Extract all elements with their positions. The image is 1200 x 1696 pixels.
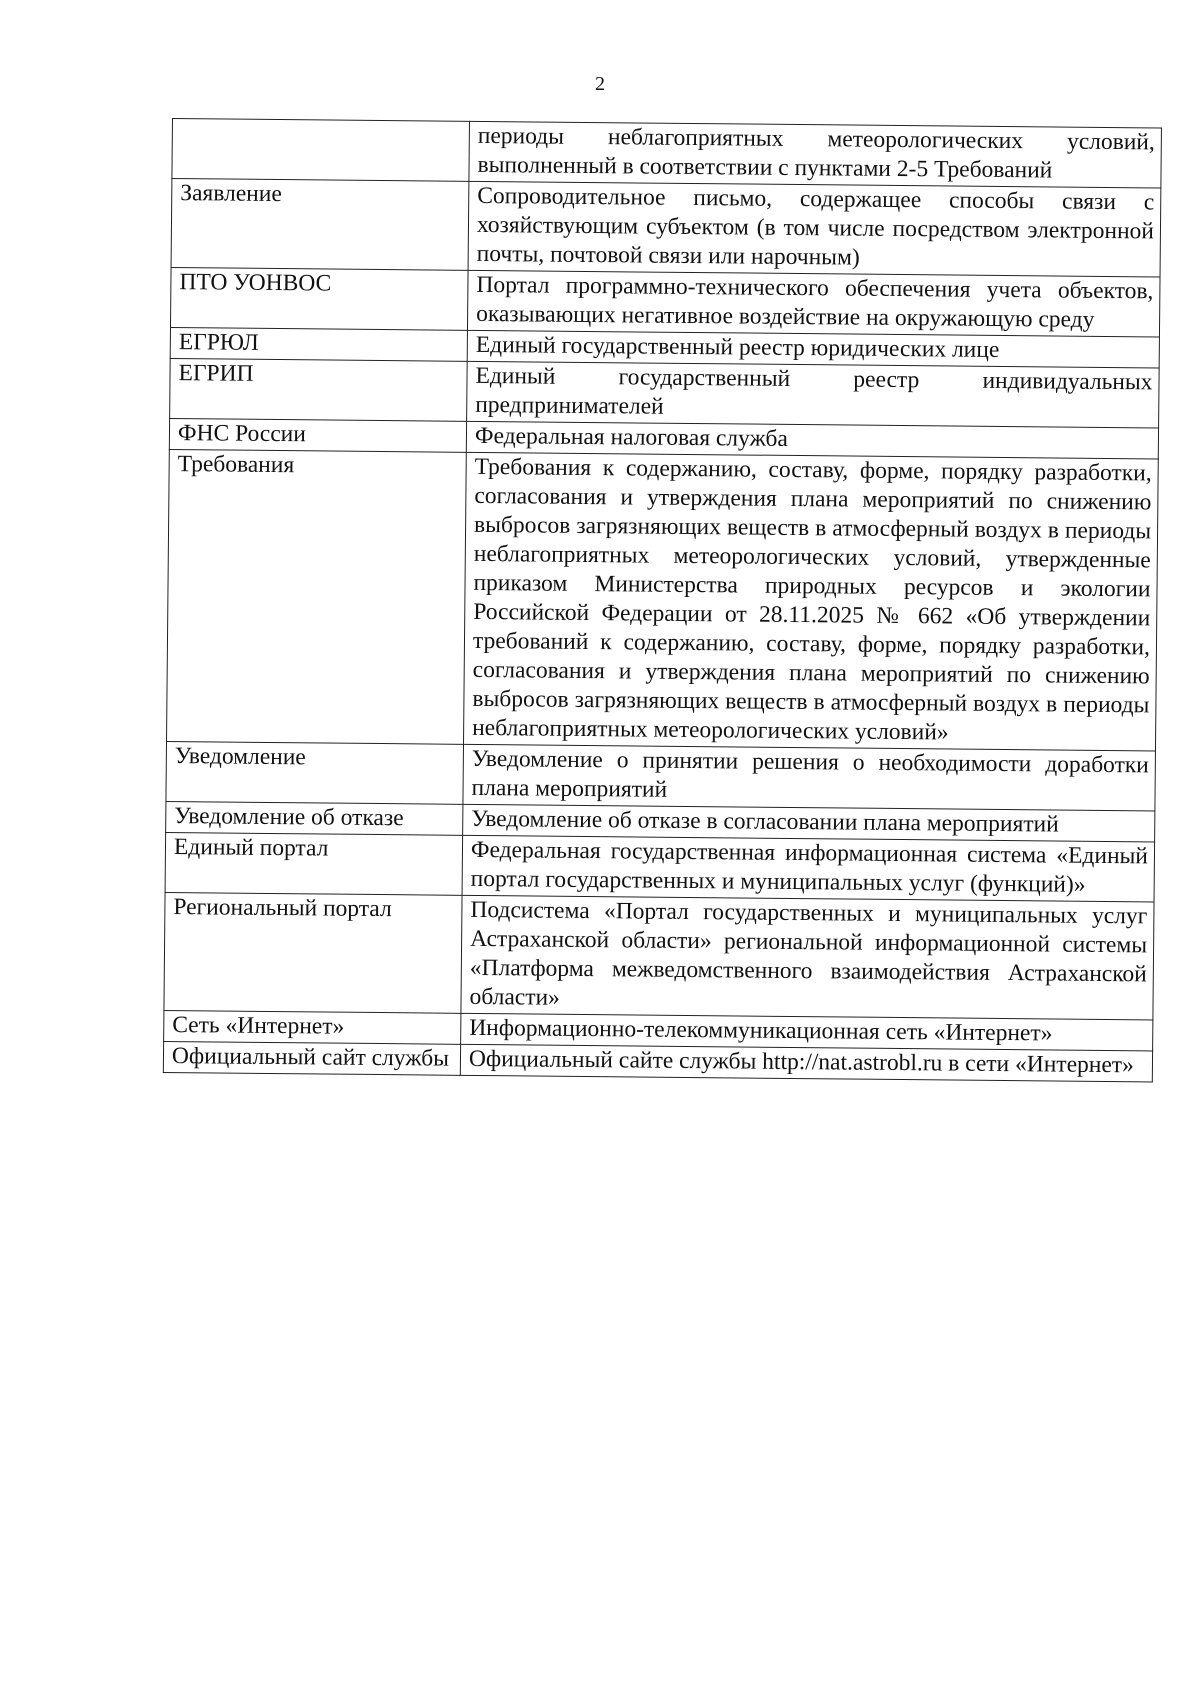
table-row <box>165 832 1155 901</box>
term-cell: Сеть «Интернет» <box>164 1010 461 1044</box>
table-row <box>172 119 1162 188</box>
definition-cell: Федеральная государственная информационная система «Единый портал государственных и муниципальных услуг (функций)» <box>462 835 1155 902</box>
term-cell: Уведомление об отказе <box>166 801 463 835</box>
definition-cell: периоды неблагоприятных метеорологических условий, выполненный в соответствии с пунктами 2-5 Требований <box>469 121 1162 188</box>
term-cell: ЕГРЮЛ <box>170 327 467 361</box>
definition-cell: Единый государственный реестр индивидуальных предпринимателей <box>467 361 1160 428</box>
term-cell: ФНС России <box>169 418 466 452</box>
term-cell: Единый портал <box>165 832 463 895</box>
term-cell: ЕГРИП <box>170 358 468 421</box>
definition-cell: Федеральная налоговая служба <box>466 421 1158 459</box>
table-row <box>170 358 1160 427</box>
definition-cell: Уведомление об отказе в согласовании плана мероприятий <box>463 804 1155 842</box>
definition-cell: Официальный сайте службы http://nat.astrobl.ru в сети «Интернет» <box>460 1044 1152 1082</box>
definition-cell: Единый государственный реестр юридических лице <box>467 330 1159 368</box>
term-cell: Требования <box>167 449 467 744</box>
page-number: 2 <box>595 73 605 95</box>
term-cell: Официальный сайт службы <box>163 1041 460 1075</box>
definition-cell: Подсистема «Портал государственных и муниципальных услуг Астраханской области» региональной информационной системы «Платформа межведомственного взаимодействия Астраханской области» <box>461 895 1154 1020</box>
table-row <box>164 892 1154 1019</box>
term-cell: Уведомление <box>166 741 464 804</box>
definition-cell: Портал программно-технического обеспечения учета объектов, оказывающих негативное воздействие на окружающую среду <box>467 270 1160 337</box>
term-cell <box>172 119 470 182</box>
definition-cell: Сопроводительное письмо, содержащее способы связи с хозяйствующим субъектом (в том числе посредством электронной почты, почтовой связи или нарочным) <box>468 181 1161 277</box>
table-row <box>166 741 1156 810</box>
term-cell: Заявление <box>171 179 469 271</box>
table-row <box>171 179 1161 277</box>
definition-cell: Требования к содержанию, составу, форме, порядку разработки, согласования и утверждения плана мероприятий по снижению выбросов загрязняющих веществ в атмосферный воздух в периоды неблагоприятных метеорологических условий, утвержденные приказом Министерства природных ресурсов и экологии Российской Федерации от 28.11.2025 № 662 «Об утверждении требований к содержанию, составу, форме, порядку разработки, согласования и утверждения плана мероприятий по снижению выбросов загрязняющих веществ в атмосферный воздух в периоды неблагоприятных метеорологических условий» <box>464 452 1159 751</box>
term-cell: ПТО УОНВОС <box>170 267 468 330</box>
definition-cell: Информационно-телекоммуникационная сеть «Интернет» <box>461 1013 1153 1051</box>
term-cell: Региональный портал <box>164 892 462 1013</box>
table-row <box>170 267 1160 336</box>
abbreviations-table <box>163 118 1162 1082</box>
table-row <box>167 449 1159 750</box>
definition-cell: Уведомление о принятии решения о необходимости доработки плана мероприятий <box>463 744 1156 811</box>
